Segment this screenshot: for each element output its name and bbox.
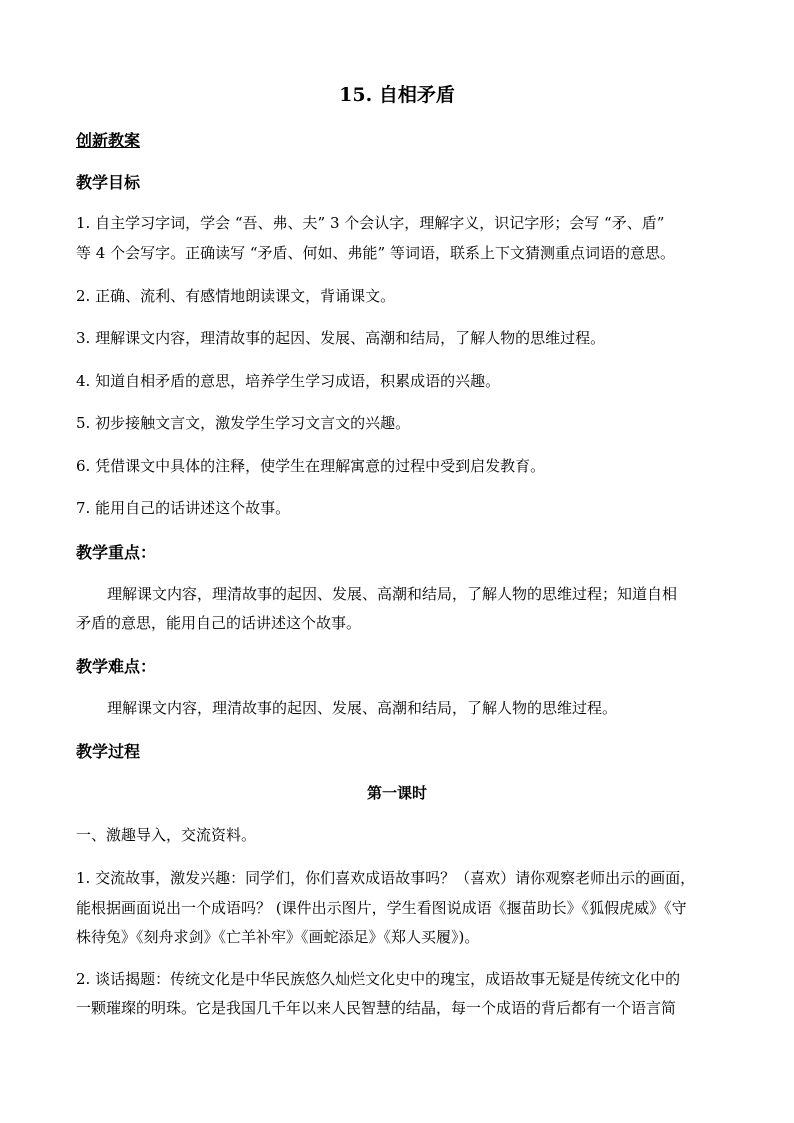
objective-line: 5. 初步接触文言文，激发学生学习文言文的兴趣。 bbox=[76, 414, 411, 432]
section-teaching-process: 教学过程 bbox=[76, 742, 141, 761]
process-line: 一颗璀璨的明珠。它是我国几千年以来人民智慧的结晶，每一个成语的背后都有一个语言简 bbox=[76, 999, 677, 1017]
process-line: 2. 谈话揭题：传统文化是中华民族悠久灿烂文化史中的瑰宝，成语故事无疑是传统文化中的 bbox=[76, 970, 681, 988]
objective-line: 1. 自主学习字词，学会 “吾、弗、夫” 3 个会认字，理解字义，识记字形；会写 “矛、盾” bbox=[76, 214, 665, 232]
section-teaching-objectives: 教学目标 bbox=[76, 173, 141, 192]
objective-line: 等 4 个会写字。正确读写 “矛盾、何如、弗能” 等词语，联系上下文猜测重点词语的意思。 bbox=[76, 244, 675, 262]
objective-line: 3. 理解课文内容，理清故事的起因、发展、高潮和结局，了解人物的思维过程。 bbox=[76, 329, 606, 347]
objective-line: 2. 正确、流利、有感情地朗读课文，背诵课文。 bbox=[76, 287, 396, 305]
objective-line: 4. 知道自相矛盾的意思，培养学生学习成语，积累成语的兴趣。 bbox=[76, 372, 501, 390]
process-line: 能根据画面说出一个成语吗？ (课件出示图片，学生看图说成语《揠苗助长》《狐假虎威》《守 bbox=[76, 899, 687, 917]
lesson-title: 第一课时 bbox=[366, 784, 427, 802]
document-title: 15. 自相矛盾 bbox=[339, 84, 455, 106]
process-line: 株待兔》《刻舟求剑》《亡羊补牢》《画蛇添足》《郑人买履》)。 bbox=[76, 928, 480, 946]
key-point-line: 矛盾的意思，能用自己的话讲述这个故事。 bbox=[76, 614, 362, 632]
objective-line: 7. 能用自己的话讲述这个故事。 bbox=[76, 499, 291, 517]
section-difficult-points: 教学难点： bbox=[76, 657, 157, 676]
objective-line: 6. 凭借课文中具体的注释，使学生在理解寓意的过程中受到启发教育。 bbox=[76, 457, 546, 475]
section-key-points: 教学重点： bbox=[76, 543, 157, 562]
process-line: 1. 交流故事，激发兴趣：同学们，你们喜欢成语故事吗？（喜欢）请你观察老师出示的画面， bbox=[76, 869, 696, 887]
step-heading: 一、激趣导入，交流资料。 bbox=[76, 826, 257, 844]
difficult-point-line: 理解课文内容，理清故事的起因、发展、高潮和结局，了解人物的思维过程。 bbox=[107, 699, 618, 717]
section-innovative-plan: 创新教案 bbox=[76, 131, 141, 150]
key-point-line: 理解课文内容，理清故事的起因、发展、高潮和结局，了解人物的思维过程；知道自相 bbox=[107, 585, 678, 603]
